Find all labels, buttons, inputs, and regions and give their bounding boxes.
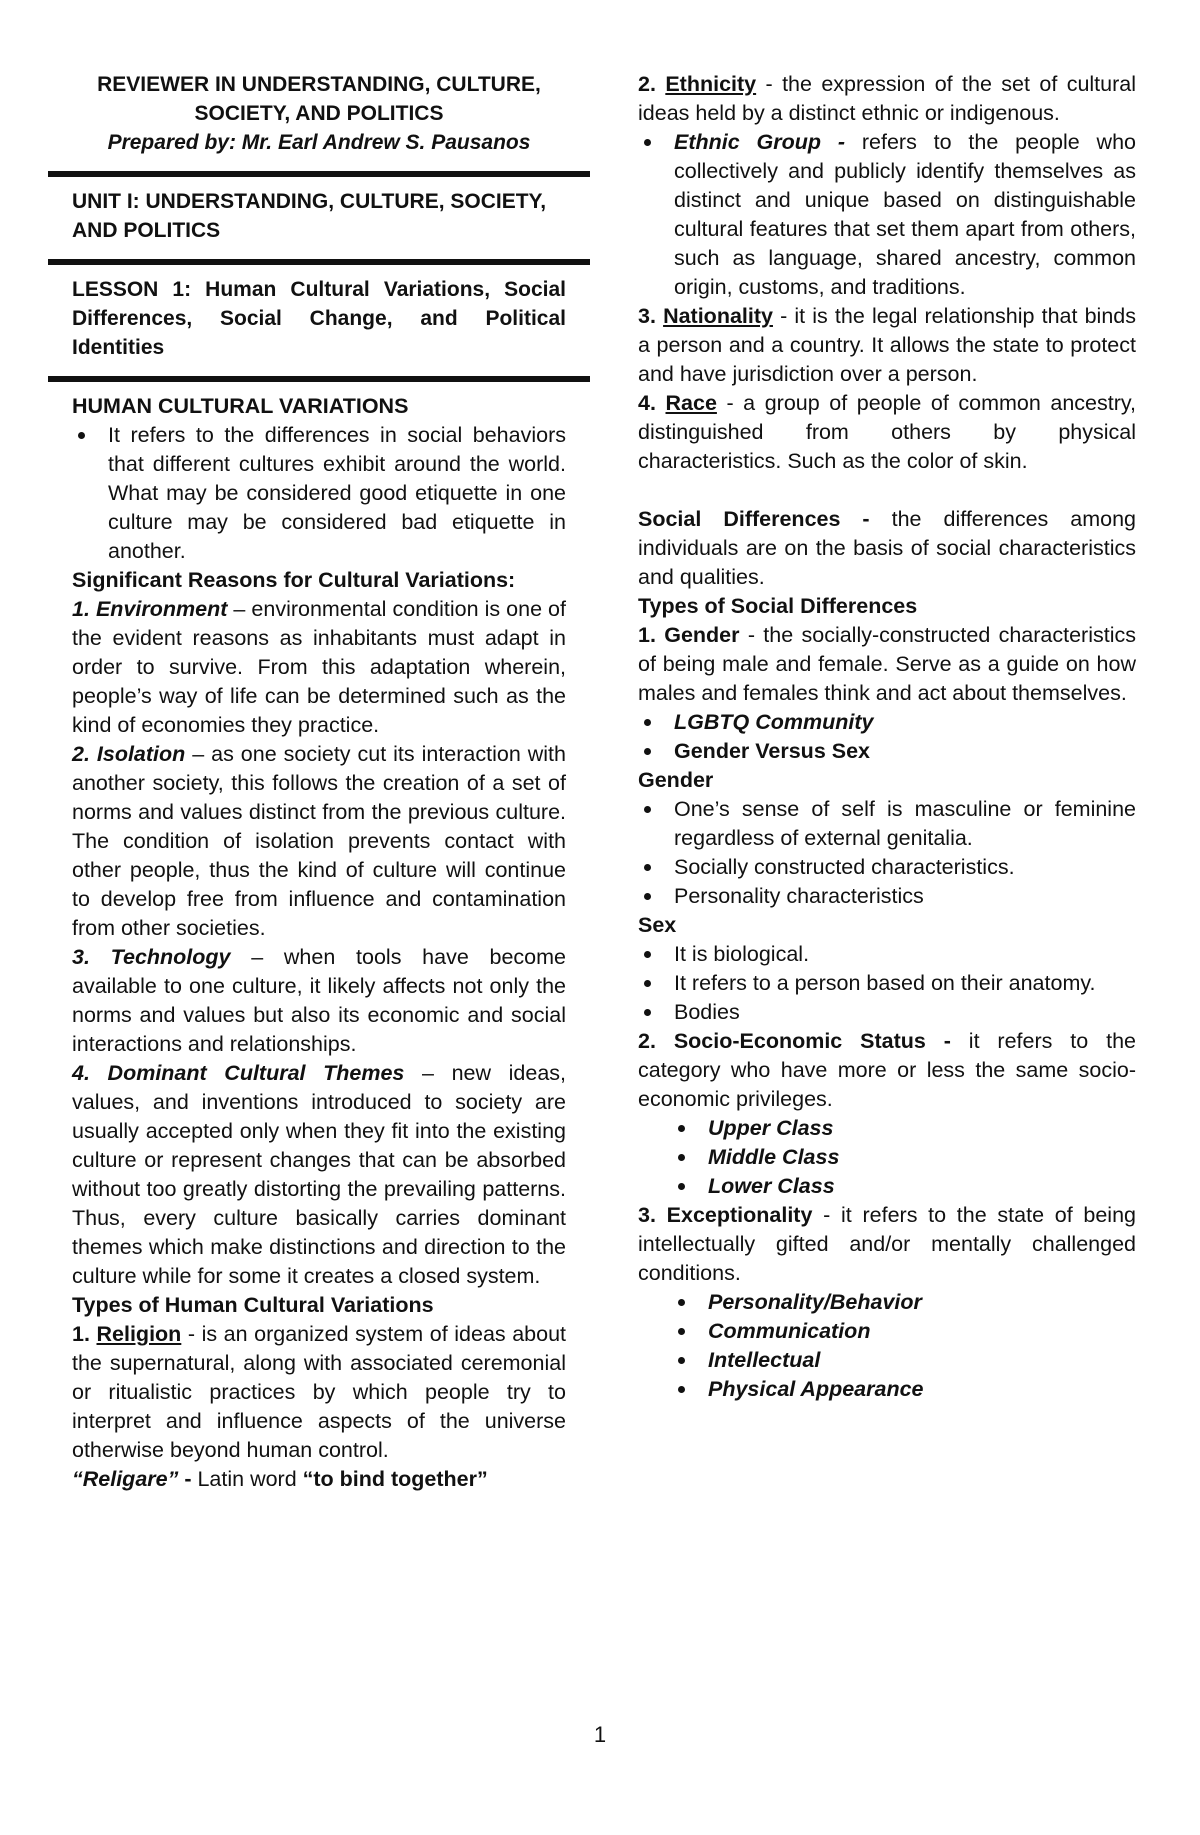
religion-definition bbox=[72, 1320, 566, 1465]
exceptionality-items bbox=[638, 1288, 1136, 1404]
social-differences-term: Social Differences - bbox=[638, 507, 870, 531]
race-term: Race bbox=[665, 391, 717, 415]
list-item: Personality characteristics bbox=[638, 882, 1136, 911]
reason-term: 2. Isolation bbox=[72, 742, 186, 766]
list-item: Communication bbox=[638, 1317, 1136, 1346]
doc-title-line1: REVIEWER IN UNDERSTANDING, CULTURE, bbox=[97, 73, 541, 96]
hcv-list bbox=[72, 421, 566, 566]
sex-heading: Sex bbox=[638, 913, 677, 937]
list-item: Middle Class bbox=[638, 1143, 1136, 1172]
gender-definition bbox=[638, 621, 1136, 708]
hcv-heading: HUMAN CULTURAL VARIATIONS bbox=[72, 394, 409, 418]
ethnicity-number: 2. bbox=[638, 72, 666, 96]
ses-definition bbox=[638, 1027, 1136, 1114]
reason-isolation bbox=[72, 740, 566, 943]
reason-term: 1. Environment bbox=[72, 597, 228, 621]
reason-text: – environmental condition is one of the evident reasons as inhabitants must adapt in order to survive. From this adaptation wherein, people’s way of life can be determined such as the kind of economies they practice. bbox=[72, 597, 566, 737]
religion-term: Religion bbox=[96, 1322, 182, 1346]
race-definition bbox=[638, 389, 1136, 476]
sex-items bbox=[638, 940, 1136, 1027]
ses-text: it refers to the category who have more or less the same socio-economic privileges. bbox=[638, 1029, 1136, 1111]
divider bbox=[48, 259, 590, 265]
nationality-term: Nationality bbox=[663, 304, 773, 328]
religion-text: - is an organized system of ideas about the supernatural, along with associated ceremonial or ritualistic practices by which people try to interpret and influence aspects of the universe otherwise beyond human control. bbox=[72, 1322, 567, 1462]
list-item: One’s sense of self is masculine or feminine regardless of external genitalia. bbox=[638, 795, 1136, 853]
list-item: It is biological. bbox=[638, 940, 1136, 969]
nationality-number: 3. bbox=[638, 304, 664, 328]
gender-bullets bbox=[638, 708, 1136, 766]
gender-text: - the socially-constructed characteristics of being male and female. Serve as a guide on how males and females think and act about themselves. bbox=[638, 623, 1136, 705]
reason-technology bbox=[72, 943, 566, 1059]
exceptionality-definition bbox=[638, 1201, 1136, 1288]
divider bbox=[48, 376, 590, 382]
ses-items bbox=[638, 1114, 1136, 1201]
reason-text: – when tools have become available to one culture, it likely affects not only the norms and values but also its economic and social interactions and relationships. bbox=[72, 945, 566, 1056]
ethnicity-term: Ethnicity bbox=[665, 72, 757, 96]
reason-text: – new ideas, values, and inventions introduced to society are usually accepted only when they fit into the existing culture or represent changes that can be absorbed without too greatly distorting the prevailing patterns. Thus, every culture basically carries dominant themes which make distinctions and direction to the culture while for some it creates a closed system. bbox=[72, 1061, 566, 1288]
doc-title-line2: SOCIETY, AND POLITICS bbox=[194, 102, 444, 125]
list-item: It refers to a person based on their anatomy. bbox=[638, 969, 1136, 998]
reason-text: – as one society cut its interaction with another society, this follows the creation of a set of norms and values distinct from the previous culture. The condition of isolation prevents contact with other people, thus the kind of culture will continue to develop free from influence and contamination from other societies. bbox=[72, 742, 566, 940]
types-heading: Types of Human Cultural Variations bbox=[72, 1293, 434, 1317]
religion-number: 1. bbox=[72, 1322, 97, 1346]
social-differences-definition bbox=[638, 505, 1136, 592]
ethnicity-text: - the expression of the set of cultural ideas held by a distinct ethnic or indigenous. bbox=[638, 72, 1137, 125]
list-item: LGBTQ Community bbox=[638, 708, 1136, 737]
reason-term: 3. Technology bbox=[72, 945, 231, 969]
religare-text: Latin word bbox=[197, 1467, 303, 1491]
prepared-by: Prepared by: Mr. Earl Andrew S. Pausanos bbox=[107, 131, 531, 154]
reason-environment bbox=[72, 595, 566, 740]
exceptionality-term: 3. Exceptionality bbox=[638, 1203, 813, 1227]
right-column bbox=[638, 0, 1136, 1404]
race-number: 4. bbox=[638, 391, 666, 415]
list-item: Upper Class bbox=[638, 1114, 1136, 1143]
ses-term: 2. Socio-Economic Status - bbox=[638, 1029, 951, 1053]
list-item: Intellectual bbox=[638, 1346, 1136, 1375]
ethnic-group-term: Ethnic Group - bbox=[674, 130, 846, 154]
nationality-definition bbox=[638, 302, 1136, 389]
list-item: It refers to the differences in social behaviors that different cultures exhibit around the world. What may be considered good etiquette in one culture may be considered bad etiquette in another. bbox=[72, 421, 566, 566]
religare-meaning: “to bind together” bbox=[302, 1467, 488, 1491]
gender-term: 1. Gender bbox=[638, 623, 740, 647]
list-item: Lower Class bbox=[638, 1172, 1136, 1201]
religare-dash: - bbox=[178, 1467, 198, 1491]
race-text: - a group of people of common ancestry, distinguished from others by physical characteristics. Such as the color of skin. bbox=[638, 391, 1136, 473]
religare-term: “Religare” bbox=[72, 1467, 179, 1491]
ethnic-group-list bbox=[638, 128, 1136, 302]
unit-title: UNIT I: UNDERSTANDING, CULTURE, SOCIETY, AND POLITICS bbox=[72, 190, 547, 242]
religare-definition bbox=[72, 1465, 566, 1494]
reason-dominant-themes bbox=[72, 1059, 566, 1291]
gender-items bbox=[638, 795, 1136, 911]
page-number: 1 bbox=[593, 1722, 607, 1747]
nationality-text: - it is the legal relationship that binds a person and a country. It allows the state to protect and have jurisdiction over a person. bbox=[638, 304, 1136, 386]
list-item: Physical Appearance bbox=[638, 1375, 1136, 1404]
lesson-title: LESSON 1: Human Cultural Variations, Social Differences, Social Change, and Political Identities bbox=[72, 278, 566, 359]
list-item: Socially constructed characteristics. bbox=[638, 853, 1136, 882]
reason-term: 4. Dominant Cultural Themes bbox=[72, 1061, 405, 1085]
document-header bbox=[72, 70, 566, 157]
reasons-heading: Significant Reasons for Cultural Variations: bbox=[72, 568, 516, 592]
social-differences-text: the differences among individuals are on the basis of social characteristics and qualities. bbox=[638, 507, 1137, 589]
list-item: Personality/Behavior bbox=[638, 1288, 1136, 1317]
ethnic-group-text: refers to the people who collectively and publicly identify themselves as distinct and unique based on distinguishable cultural features that set them apart from others, such as language, shared ancestry, common origin, customs, and traditions. bbox=[674, 130, 1136, 299]
left-column bbox=[72, 0, 566, 1494]
list-item bbox=[638, 128, 1136, 302]
exceptionality-text: - it refers to the state of being intellectually gifted and/or mentally challenged conditions. bbox=[638, 1203, 1137, 1285]
ethnicity-definition bbox=[638, 70, 1136, 128]
types-social-heading: Types of Social Differences bbox=[638, 594, 918, 618]
gender-heading: Gender bbox=[638, 768, 714, 792]
divider bbox=[48, 171, 590, 177]
list-item: Bodies bbox=[638, 998, 1136, 1027]
list-item: Gender Versus Sex bbox=[638, 737, 1136, 766]
